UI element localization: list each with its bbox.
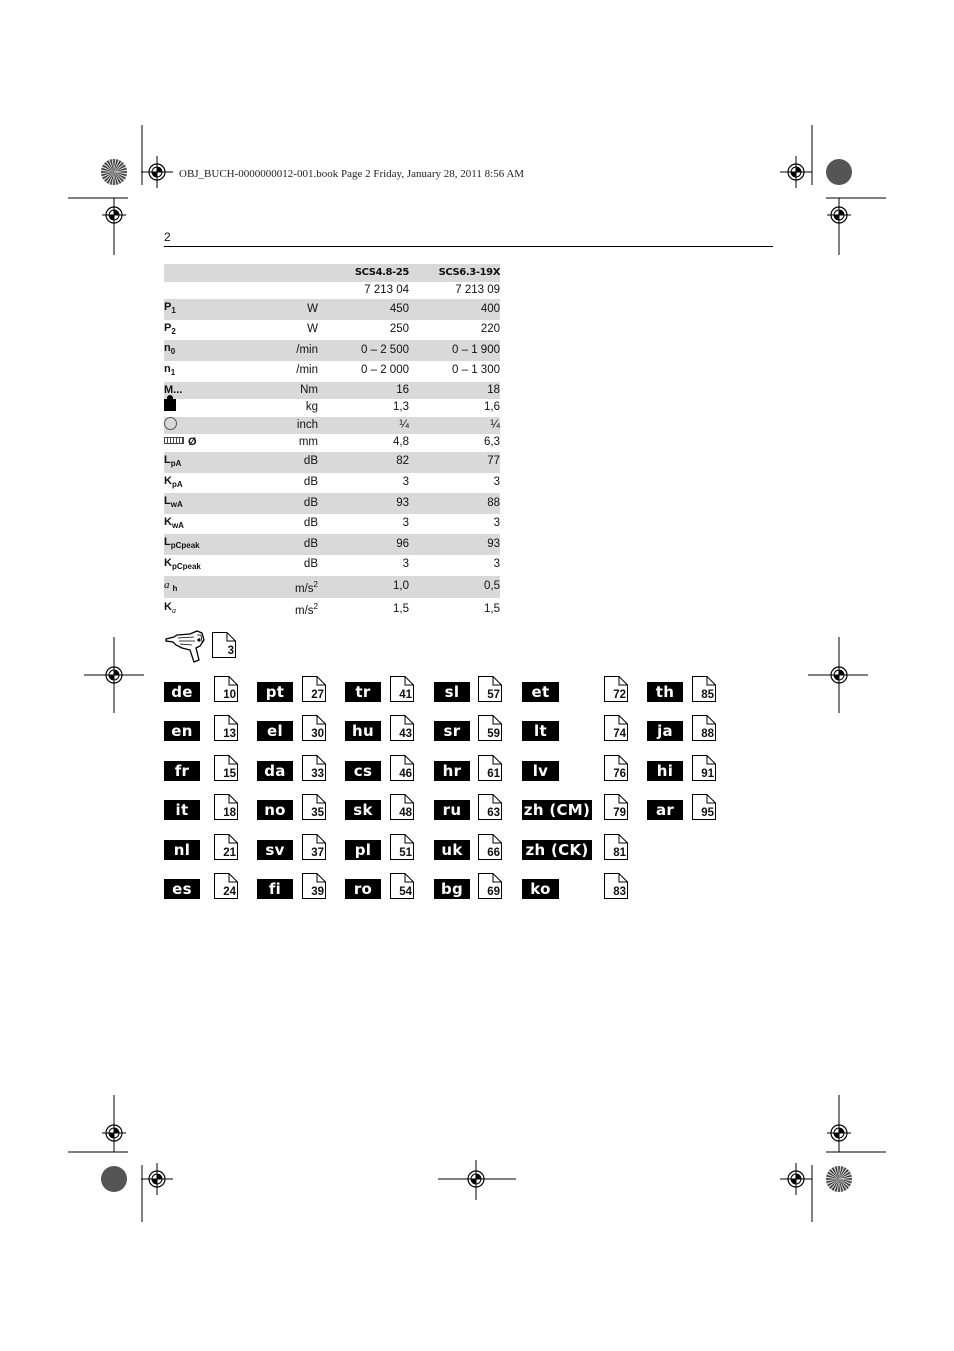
spec-value-model-1: 1,0 (318, 576, 409, 599)
spec-value-model-1: 0 – 2 000 (361, 364, 409, 377)
language-page-number: 59 (487, 728, 500, 740)
page-reference-icon (302, 873, 326, 899)
language-page-number: 24 (223, 886, 236, 898)
spec-unit: kg (305, 401, 318, 414)
language-label-cs: cs (345, 761, 381, 781)
spec-value-model-1: 3 (402, 517, 409, 530)
spec-value-model-2: 400 (409, 299, 500, 320)
spec-symbol: $L_{pA}$ (164, 452, 252, 473)
language-page-number: 91 (701, 768, 714, 780)
spec-row (164, 299, 500, 320)
technical-data-table (164, 264, 500, 621)
page-reference-icon (692, 794, 716, 820)
spec-row (164, 361, 500, 382)
spec-symbol: $n_0$ (164, 340, 252, 361)
page-reference-icon (214, 834, 238, 860)
spec-value-model-1: 4,8 (393, 436, 409, 449)
spec-value-model-2: 1,6 (484, 401, 500, 414)
language-page-number: 48 (399, 807, 412, 819)
spec-value-model-2: 93 (409, 534, 500, 555)
language-label-tr: tr (345, 682, 381, 702)
language-page-number: 85 (701, 689, 714, 701)
language-label-hu: hu (345, 721, 381, 741)
page-reference-icon (212, 632, 236, 658)
spec-value-model-1: 16 (318, 382, 409, 400)
spec-unit: $m/s^2$ (295, 602, 318, 618)
spec-symbol: a $_h$ (164, 576, 252, 599)
spec-symbol: $P_2$ (164, 321, 176, 336)
page-reference-icon (692, 676, 716, 702)
spec-row (164, 473, 500, 494)
page-reference-icon (478, 715, 502, 741)
spec-symbol: $n_1$ (164, 362, 176, 377)
page-reference-icon (478, 755, 502, 781)
model-row (164, 264, 500, 282)
spec-value-model-1: 93 (318, 493, 409, 514)
spec-row (164, 452, 500, 473)
page-reference-icon (214, 794, 238, 820)
spec-value-model-2: 220 (480, 323, 500, 336)
page-reference-icon (390, 715, 414, 741)
page-reference-icon (214, 755, 238, 781)
spec-value-model-1: 82 (318, 452, 409, 473)
spec-value-model-2: 0,5 (409, 576, 500, 599)
language-page-number: 69 (487, 886, 500, 898)
color-target-mark (101, 1166, 127, 1192)
language-page-number: 43 (399, 728, 412, 740)
language-page-number: 10 (223, 689, 236, 701)
language-page-number: 83 (613, 886, 626, 898)
spec-row (164, 534, 500, 555)
language-label-fr: fr (164, 761, 200, 781)
language-page-number: 21 (223, 847, 236, 859)
language-page-number: 95 (701, 807, 714, 819)
spec-value-model-2: 77 (409, 452, 500, 473)
order-number-1: 7 213 04 (364, 283, 409, 296)
language-label-ja: ja (647, 721, 683, 741)
spec-symbol: $P_1$ (164, 299, 252, 320)
page-reference-icon (604, 873, 628, 899)
language-page-number: 27 (311, 689, 324, 701)
language-label-zhck: zh (CK) (522, 840, 592, 860)
spec-unit: dB (303, 558, 318, 571)
page-reference-icon (692, 715, 716, 741)
language-label-sr: sr (434, 721, 470, 741)
figure-page-number: 3 (227, 645, 234, 657)
spec-value-model-1: 0 – 2 500 (318, 340, 409, 361)
language-label-hi: hi (647, 761, 683, 781)
language-page-number: 51 (399, 847, 412, 859)
screwdriver-icon (164, 626, 208, 664)
language-page-number: 39 (311, 886, 324, 898)
spec-row (164, 320, 500, 341)
language-label-de: de (164, 682, 200, 702)
spec-value-model-1: 1,3 (393, 401, 409, 414)
order-number-2: 7 213 09 (455, 283, 500, 296)
language-label-lt: lt (522, 721, 559, 741)
registration-mark (780, 1163, 812, 1195)
language-page-number: 66 (487, 847, 500, 859)
spec-row (164, 514, 500, 535)
language-page-number: 79 (613, 807, 626, 819)
spec-row (164, 434, 500, 452)
language-page-number: 57 (487, 689, 500, 701)
language-page-number: 74 (613, 728, 626, 740)
language-label-ro: ro (345, 879, 381, 899)
spec-symbol: $L_{wA}$ (164, 493, 252, 514)
registration-mark (141, 156, 173, 188)
language-label-th: th (647, 682, 683, 702)
page-reference-icon (604, 676, 628, 702)
language-label-pt: pt (257, 682, 293, 702)
spec-value-model-2: 3 (493, 517, 500, 530)
spec-unit: dB (252, 452, 318, 473)
page-reference-icon (390, 834, 414, 860)
language-page-number: 81 (613, 847, 626, 859)
spec-row (164, 576, 500, 599)
spec-value-model-2: 18 (409, 382, 500, 400)
page-reference-icon (478, 834, 502, 860)
spec-unit: dB (252, 493, 318, 514)
page-reference-icon (604, 834, 628, 860)
spec-value-model-1: 3 (402, 558, 409, 571)
page-reference-icon (390, 676, 414, 702)
page-reference-icon (604, 794, 628, 820)
model-1: SCS4.8-25 (318, 264, 409, 282)
page-reference-icon (604, 715, 628, 741)
spec-value-model-1: 96 (318, 534, 409, 555)
model-2: SCS6.3-19X (409, 264, 500, 282)
spec-unit: dB (303, 517, 318, 530)
language-label-nl: nl (164, 840, 200, 860)
spec-value-model-2: 6,3 (484, 436, 500, 449)
page-reference-icon (302, 676, 326, 702)
registration-mark (780, 156, 812, 188)
language-label-no: no (257, 800, 293, 820)
language-label-lv: lv (522, 761, 559, 781)
language-label-sv: sv (257, 840, 293, 860)
page-number: 2 (164, 230, 171, 244)
language-label-en: en (164, 721, 200, 741)
language-label-it: it (164, 800, 200, 820)
spec-unit: dB (252, 534, 318, 555)
spec-row (164, 598, 500, 621)
spec-unit: $m/s^2$ (252, 576, 318, 599)
language-label-hr: hr (434, 761, 470, 781)
language-label-zhcm: zh (CM) (523, 801, 591, 819)
spec-value-model-1: 250 (389, 323, 409, 336)
page-reference-icon (214, 715, 238, 741)
spec-value-model-2: 88 (409, 493, 500, 514)
language-label-sk: sk (345, 800, 381, 820)
language-label-sl: sl (434, 682, 470, 702)
language-page-number: 41 (399, 689, 412, 701)
spec-row (164, 399, 500, 417)
language-label-da: da (257, 761, 293, 781)
spec-row (164, 382, 500, 400)
language-page-number: 46 (399, 768, 412, 780)
spec-unit: dB (303, 476, 318, 489)
spec-unit: inch (252, 417, 318, 435)
language-page-number: 15 (223, 768, 236, 780)
spec-symbol: $K_{pA}$ (164, 474, 183, 489)
language-page-number: 61 (487, 768, 500, 780)
spec-unit: W (252, 299, 318, 320)
registration-mark (141, 1163, 173, 1195)
color-target-mark (826, 159, 852, 185)
spec-unit: mm (298, 436, 318, 449)
tool-holder-icon (164, 417, 177, 430)
language-label-fi: fi (257, 879, 293, 899)
language-page-number: 30 (311, 728, 324, 740)
spec-unit: /min (296, 364, 318, 377)
language-page-number: 88 (701, 728, 714, 740)
spec-unit: W (307, 323, 318, 336)
spec-value-model-2: ¼ (409, 417, 500, 435)
page-reference-icon (692, 755, 716, 781)
page-reference-icon (390, 794, 414, 820)
spec-value-model-2: 3 (493, 476, 500, 489)
spec-symbol: $K_a$ (164, 601, 176, 616)
spec-symbol: M... (164, 382, 252, 400)
spec-symbol: Ø (164, 434, 252, 452)
page-reference-icon (478, 873, 502, 899)
spec-symbol (164, 417, 252, 435)
print-file-header: OBJ_BUCH-0000000012-001.book Page 2 Friday, January 28, 2011 8:56 AM (179, 168, 525, 180)
page-reference-icon (214, 676, 238, 702)
page-reference-icon (302, 715, 326, 741)
spec-symbol: $L_{pCpeak}$ (164, 534, 252, 555)
language-label-es: es (164, 879, 200, 899)
page-reference-icon (478, 676, 502, 702)
spec-symbol: $K_{wA}$ (164, 515, 184, 530)
spec-value-model-1: 3 (402, 476, 409, 489)
language-label-et: et (522, 682, 559, 702)
spec-symbol: $K_{pCpeak}$ (164, 556, 201, 571)
spec-value-model-2: 3 (493, 558, 500, 571)
spec-row (164, 555, 500, 576)
spec-unit: /min (252, 340, 318, 361)
header-rule (164, 246, 773, 247)
spec-row (164, 493, 500, 514)
spec-value-model-1: ¼ (318, 417, 409, 435)
page-reference-icon (214, 873, 238, 899)
order-number-row (164, 282, 500, 300)
language-label-pl: pl (345, 840, 381, 860)
spec-row (164, 340, 500, 361)
spec-unit: Nm (252, 382, 318, 400)
language-page-number: 37 (311, 847, 324, 859)
page-reference-icon (390, 873, 414, 899)
page-reference-icon (302, 794, 326, 820)
spec-value-model-1: 1,5 (393, 602, 409, 615)
language-page-number: 13 (223, 728, 236, 740)
language-page-number: 54 (399, 886, 412, 898)
language-page-number: 76 (613, 768, 626, 780)
language-label-ru: ru (434, 800, 470, 820)
page-reference-icon (302, 834, 326, 860)
language-page-number: 35 (311, 807, 324, 819)
language-label-ko: ko (522, 879, 559, 899)
page-reference-icon (604, 755, 628, 781)
language-page-number: 18 (223, 807, 236, 819)
screw-diameter-icon (164, 437, 184, 444)
spec-symbol (164, 399, 252, 417)
page-reference-icon (390, 755, 414, 781)
color-target-mark (826, 1166, 852, 1192)
color-target-mark (101, 159, 127, 185)
language-page-number: 33 (311, 768, 324, 780)
language-label-bg: bg (434, 879, 470, 899)
weight-icon (164, 399, 176, 411)
page-reference-icon (302, 755, 326, 781)
spec-value-model-2: 0 – 1 900 (409, 340, 500, 361)
language-label-uk: uk (434, 840, 470, 860)
spec-row (164, 417, 500, 435)
page-reference-icon (478, 794, 502, 820)
language-page-number: 63 (487, 807, 500, 819)
spec-value-model-2: 1,5 (484, 602, 500, 615)
spec-value-model-2: 0 – 1 300 (452, 364, 500, 377)
spec-value-model-1: 450 (318, 299, 409, 320)
language-label-ar: ar (647, 800, 683, 820)
language-page-number: 72 (613, 689, 626, 701)
language-label-el: el (257, 721, 293, 741)
